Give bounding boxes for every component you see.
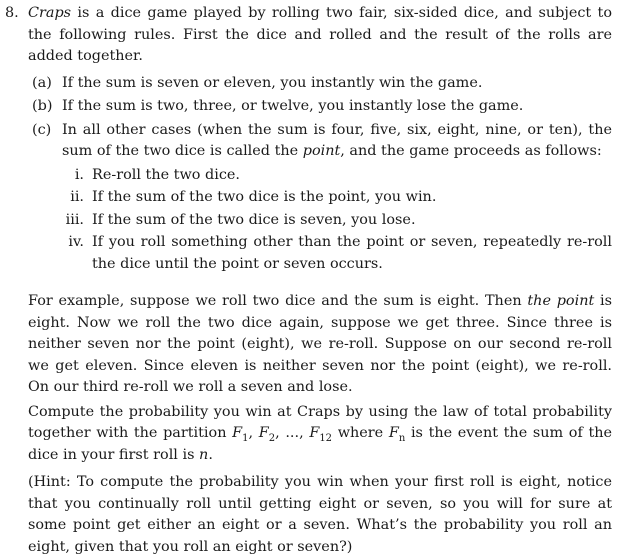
subscript-12: 12: [319, 432, 333, 444]
step-text: If you roll something other than the point or seven, repeatedly re-roll the dice until the point or seven occurs.: [92, 234, 612, 272]
rule-label: (c): [32, 121, 52, 138]
step-label: ii.: [70, 189, 84, 205]
steps-list: [62, 165, 612, 276]
subscript-n: n: [398, 432, 406, 444]
point-term: point: [302, 143, 341, 159]
step-text: Re-roll the two dice.: [92, 166, 240, 183]
step-item: [62, 232, 612, 275]
problem-intro: [28, 3, 612, 68]
comma-sep: ,: [275, 425, 286, 441]
rule-item: [32, 120, 612, 163]
problem-document: [0, 3, 621, 558]
ellipsis: ...: [285, 425, 300, 441]
variable-n: n: [199, 446, 209, 463]
example-text-before: For example, suppose we roll two dice and the sum is eight. Then: [28, 293, 528, 309]
step-label: i.: [74, 166, 84, 183]
game-title: Craps: [28, 5, 72, 21]
comma-sep: ,: [248, 425, 259, 441]
rule-text-after: , and the game proceeds as follows:: [340, 143, 602, 159]
hint-paragraph: (Hint: To compute the probability you win when your first roll is eight, notice that you continually roll until getting eight or seven, so you will for sure at some point get either an eight or a seven. What’s the probability you roll an eight, given that you roll an eight or seven?): [28, 474, 612, 555]
rules-list: [32, 73, 612, 163]
problem-number: 8.: [5, 5, 19, 21]
partition-f12: F: [309, 425, 320, 441]
subscript-1: 1: [242, 432, 249, 444]
problem-header: [0, 3, 621, 68]
step-item: [62, 210, 612, 232]
intro-text: is a dice game played by rolling two fair, six-sided dice, and subject to the following rules. First the dice and rolled and the result of the rolls are added together.: [28, 5, 612, 64]
task-paragraph: [28, 402, 612, 467]
rule-text: If the sum is two, three, or twelve, you instantly lose the game.: [62, 98, 524, 114]
where-word: where: [332, 425, 389, 441]
step-label: iv.: [68, 234, 84, 250]
rule-item: [32, 73, 612, 95]
step-text: If the sum of the two dice is seven, you lose.: [92, 211, 416, 228]
subscript-2: 2: [268, 432, 276, 444]
task-end: .: [208, 446, 213, 463]
rule-label: (a): [32, 74, 52, 91]
partition-f1: F: [232, 425, 243, 441]
step-text: If the sum of the two dice is the point, you win.: [92, 189, 437, 205]
example-paragraph: [28, 291, 612, 399]
event-fn: F: [388, 425, 399, 441]
rule-item: [32, 96, 612, 118]
step-label: iii.: [65, 211, 84, 228]
rule-text: If the sum is seven or eleven, you instantly win the game.: [62, 74, 483, 91]
partition-f2: F: [258, 425, 269, 441]
rule-label: (b): [32, 98, 53, 114]
task-text-before: Compute the probability you win at Craps by using the law of total probability together with the partition: [28, 403, 612, 441]
task-text-middle: is the event the sum of the dice in your first roll is: [28, 425, 613, 463]
step-item: [62, 165, 612, 187]
example-point-term: the point: [527, 293, 595, 309]
rule-text-before: In all other cases (when the sum is four, five, six, eight, nine, or ten), the sum of the two dice is called the: [62, 121, 612, 159]
example-text-after: is eight. Now we roll the two dice again, suppose we get three. Since three is neither seven nor the point (eight), we re-roll. Suppose on our second re-roll we get eleven. Since eleven is neither seven nor the point (eight), we re-roll. On our third re-roll we roll a seven and lose.: [28, 293, 613, 395]
step-item: [62, 187, 612, 209]
comma-sep: ,: [299, 425, 310, 441]
